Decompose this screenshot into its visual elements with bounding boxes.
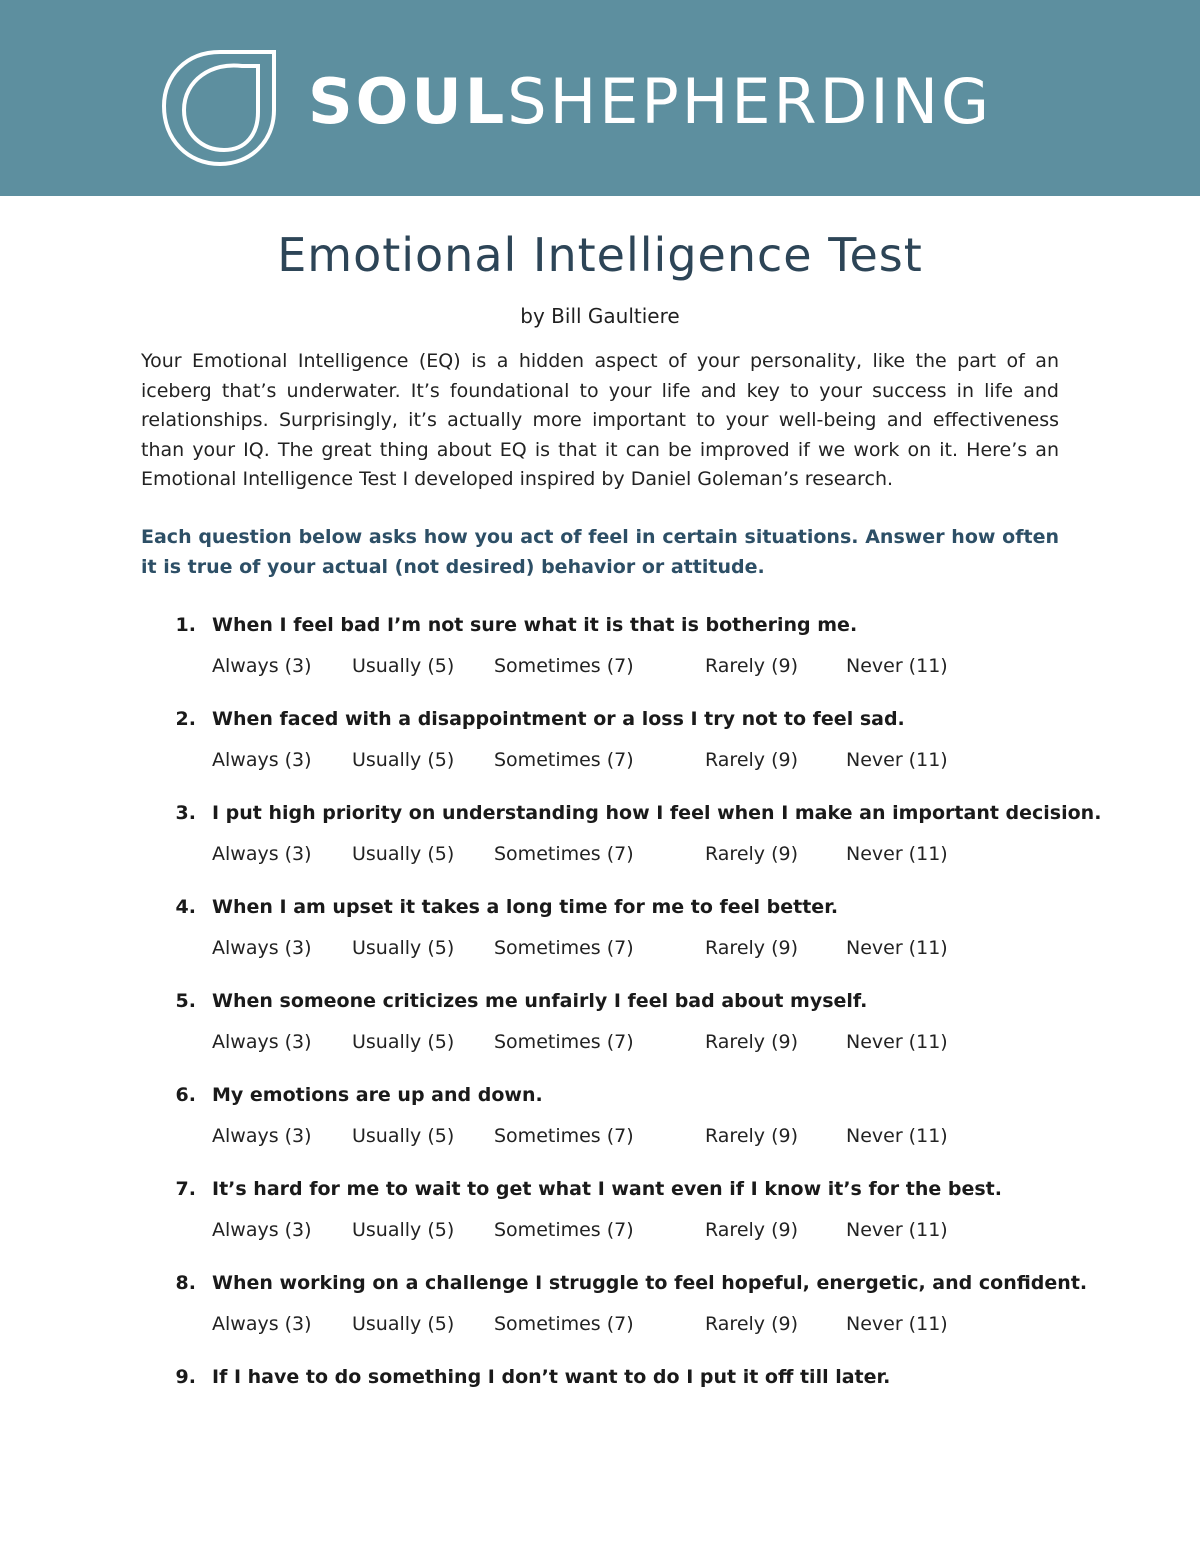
option-sometimes[interactable]: Sometimes (7) — [494, 749, 634, 771]
question-number: 8. — [175, 1272, 196, 1294]
instructions-paragraph: Each question below asks how you act of feel in certain situations. Answer how often it is true of your actual (not desired) behavior or attitude. — [141, 526, 1059, 578]
option-always[interactable]: Always (3) — [212, 1031, 312, 1053]
option-never[interactable]: Never (11) — [846, 1031, 948, 1053]
option-sometimes[interactable]: Sometimes (7) — [494, 1219, 634, 1241]
question-number: 2. — [175, 708, 196, 730]
option-never[interactable]: Never (11) — [846, 1125, 948, 1147]
soul-shepherding-logo-icon — [158, 46, 286, 170]
question-item — [0, 1174, 1200, 1268]
option-sometimes[interactable]: Sometimes (7) — [494, 1125, 634, 1147]
page-title: Emotional Intelligence Test — [277, 228, 923, 282]
question-number: 6. — [175, 1084, 196, 1106]
question-text: If I have to do something I don’t want to do I put it off till later. — [212, 1366, 891, 1388]
option-rarely[interactable]: Rarely (9) — [705, 1125, 798, 1147]
intro-paragraph: Your Emotional Intelligence (EQ) is a hidden aspect of your personality, like the part of an iceberg that’s underwater. It’s foundational to your life and key to your success in life and relationships. Surprisingly, it’s actually more important to your well-being and effectiveness than your IQ. The great thing about EQ is that it can be improved if we work on it. Here’s an Emotional Intelligence Test I developed inspired by Daniel Goleman’s research. — [141, 350, 1059, 490]
brand-wordmark — [308, 62, 992, 142]
question-text: It’s hard for me to wait to get what I want even if I know it’s for the best. — [212, 1178, 1002, 1200]
option-sometimes[interactable]: Sometimes (7) — [494, 937, 634, 959]
question-item — [0, 798, 1200, 892]
option-never[interactable]: Never (11) — [846, 937, 948, 959]
question-number: 4. — [175, 896, 196, 918]
question-number: 5. — [175, 990, 196, 1012]
question-item — [0, 986, 1200, 1080]
question-item — [0, 610, 1200, 704]
question-text: I put high priority on understanding how I feel when I make an important decision. — [212, 802, 1102, 824]
question-item — [0, 1362, 1200, 1456]
question-text: When I feel bad I’m not sure what it is that is bothering me. — [212, 614, 858, 636]
option-usually[interactable]: Usually (5) — [352, 1219, 455, 1241]
question-list — [0, 610, 1200, 1456]
question-number: 7. — [175, 1178, 196, 1200]
option-usually[interactable]: Usually (5) — [352, 1313, 455, 1335]
option-always[interactable]: Always (3) — [212, 749, 312, 771]
option-rarely[interactable]: Rarely (9) — [705, 655, 798, 677]
brand-bold: SOUL — [308, 65, 508, 138]
option-rarely[interactable]: Rarely (9) — [705, 937, 798, 959]
option-sometimes[interactable]: Sometimes (7) — [494, 1031, 634, 1053]
option-always[interactable]: Always (3) — [212, 1313, 312, 1335]
question-text: When working on a challenge I struggle to feel hopeful, energetic, and confident. — [212, 1272, 1088, 1294]
option-sometimes[interactable]: Sometimes (7) — [494, 843, 634, 865]
option-always[interactable]: Always (3) — [212, 1125, 312, 1147]
option-sometimes[interactable]: Sometimes (7) — [494, 655, 634, 677]
option-always[interactable]: Always (3) — [212, 655, 312, 677]
option-rarely[interactable]: Rarely (9) — [705, 749, 798, 771]
option-never[interactable]: Never (11) — [846, 749, 948, 771]
question-number: 3. — [175, 802, 196, 824]
option-sometimes[interactable]: Sometimes (7) — [494, 1313, 634, 1335]
question-number: 9. — [175, 1366, 196, 1388]
option-rarely[interactable]: Rarely (9) — [705, 843, 798, 865]
option-rarely[interactable]: Rarely (9) — [705, 1219, 798, 1241]
option-never[interactable]: Never (11) — [846, 655, 948, 677]
option-always[interactable]: Always (3) — [212, 843, 312, 865]
option-usually[interactable]: Usually (5) — [352, 937, 455, 959]
option-always[interactable]: Always (3) — [212, 1219, 312, 1241]
option-never[interactable]: Never (11) — [846, 1219, 948, 1241]
question-item — [0, 892, 1200, 986]
option-usually[interactable]: Usually (5) — [352, 655, 455, 677]
question-number: 1. — [175, 614, 196, 636]
option-always[interactable]: Always (3) — [212, 937, 312, 959]
option-usually[interactable]: Usually (5) — [352, 843, 455, 865]
question-item — [0, 704, 1200, 798]
header-banner — [0, 0, 1200, 196]
question-text: When someone criticizes me unfairly I feel bad about myself. — [212, 990, 868, 1012]
question-item — [0, 1080, 1200, 1174]
option-never[interactable]: Never (11) — [846, 843, 948, 865]
question-text: When faced with a disappointment or a loss I try not to feel sad. — [212, 708, 905, 730]
brand-light: SHEPHERDING — [507, 65, 993, 138]
option-rarely[interactable]: Rarely (9) — [705, 1031, 798, 1053]
option-usually[interactable]: Usually (5) — [352, 1125, 455, 1147]
option-usually[interactable]: Usually (5) — [352, 1031, 455, 1053]
question-item — [0, 1268, 1200, 1362]
option-rarely[interactable]: Rarely (9) — [705, 1313, 798, 1335]
question-text: My emotions are up and down. — [212, 1084, 543, 1106]
question-text: When I am upset it takes a long time for me to feel better. — [212, 896, 839, 918]
byline: by Bill Gaultiere — [520, 304, 680, 328]
option-usually[interactable]: Usually (5) — [352, 749, 455, 771]
option-never[interactable]: Never (11) — [846, 1313, 948, 1335]
